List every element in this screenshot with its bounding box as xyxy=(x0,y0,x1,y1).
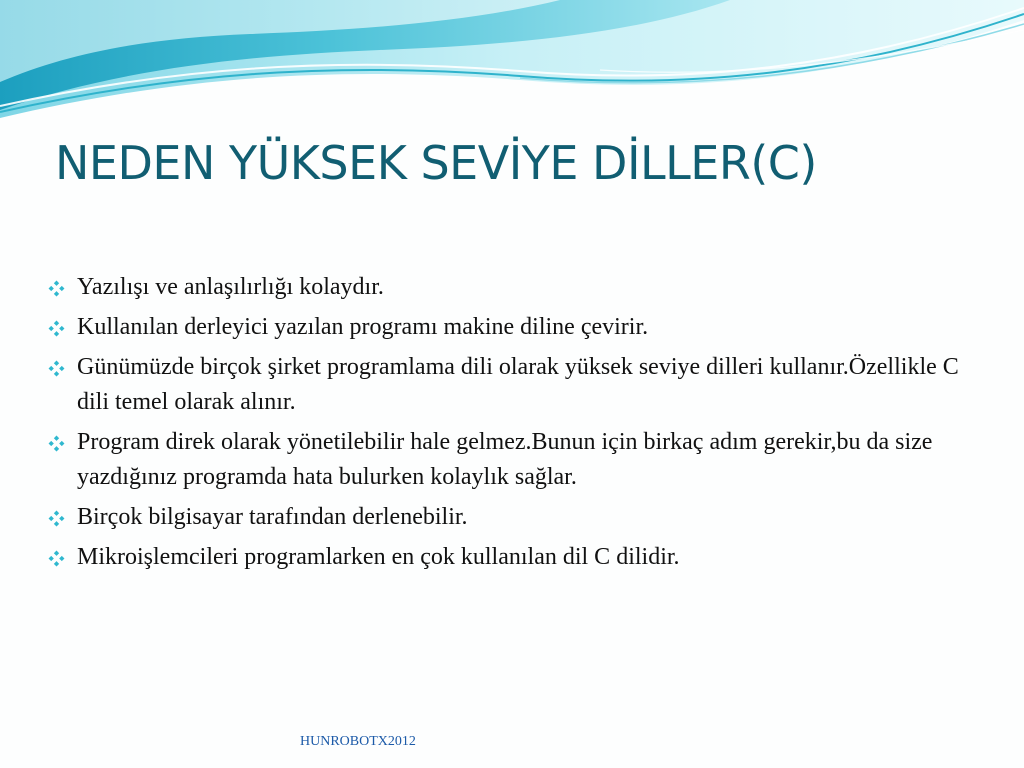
bullet-item xyxy=(46,500,976,535)
bullet-text: Kullanılan derleyici yazılan programı makine diline çevirir. xyxy=(77,314,649,340)
bullet-item xyxy=(46,350,976,420)
four-diamond-bullet-icon xyxy=(48,280,65,297)
bullet-item xyxy=(46,310,976,345)
four-diamond-bullet-icon xyxy=(48,550,65,567)
four-diamond-bullet-icon xyxy=(48,435,65,452)
bullet-text: Birçok bilgisayar tarafından derlenebilir. xyxy=(77,504,468,530)
bullet-text: Yazılışı ve anlaşılırlığı kolaydır. xyxy=(77,274,384,300)
wave-header-decoration xyxy=(0,0,1024,130)
bullet-item xyxy=(46,270,976,305)
bullet-text: Günümüzde birçok şirket programlama dili olarak yüksek seviye dilleri kullanır.Özellikle C dili temel olarak alınır. xyxy=(77,354,959,415)
bullet-list xyxy=(46,270,976,580)
bullet-item xyxy=(46,540,976,575)
slide-title: NEDEN YÜKSEK SEVİYE DİLLER(C) xyxy=(55,136,817,190)
footer-text: HUNROBOTX2012 xyxy=(300,734,416,749)
bullet-text: Mikroişlemcileri programlarken en çok kullanılan dil C dilidir. xyxy=(77,544,680,570)
four-diamond-bullet-icon xyxy=(48,510,65,527)
bullet-item xyxy=(46,425,976,495)
bullet-text: Program direk olarak yönetilebilir hale gelmez.Bunun için birkaç adım gerekir,bu da size yazdığınız programda hata bulurken kolaylık sağlar. xyxy=(77,429,933,490)
four-diamond-bullet-icon xyxy=(48,360,65,377)
four-diamond-bullet-icon xyxy=(48,320,65,337)
